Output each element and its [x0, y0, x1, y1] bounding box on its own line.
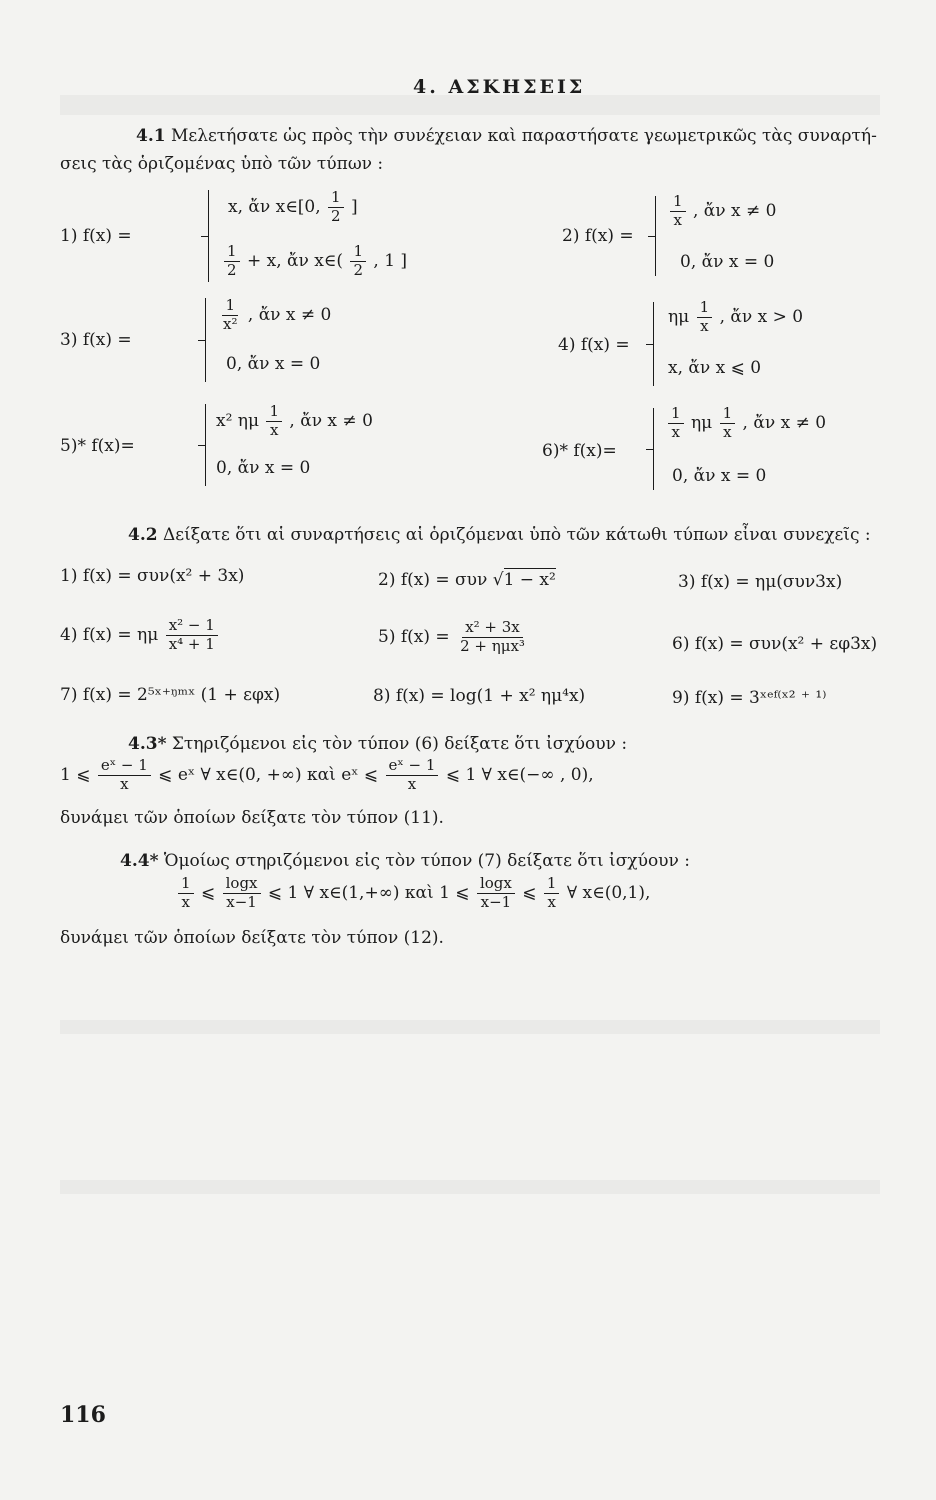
exercise-number: 4.4*	[120, 851, 159, 871]
fraction: $\frac{1}{x}$	[266, 404, 282, 439]
fraction: $\frac{1}{x}$	[178, 876, 194, 911]
fraction: $\frac{1}{x}$	[668, 406, 684, 441]
f6-case1: $\frac{1}{x}$ ημ $\frac{1}{x}$ , ἄν x ≠ 0	[666, 406, 826, 441]
f1-brace	[208, 190, 209, 282]
f2-label: 2) f(x) =	[562, 226, 634, 246]
exercise-text: Δείξατε ὅτι αἱ συναρτήσεις αἱ ὁριζόμεναι ὑπὸ τῶν κάτωθι τύπων εἶναι συνεχεῖς :	[162, 525, 871, 545]
fraction: $\frac{\text{eˣ − 1}}{x}$	[98, 758, 151, 793]
fraction: $\frac{1}{2}$	[328, 190, 344, 225]
exercise-4-3-line	[128, 736, 627, 753]
fraction: $\frac{\text{x² − 1}}{\text{x⁴ + 1}}$	[166, 618, 218, 653]
ex43-tail: δυνάμει τῶν ὁποίων δείξατε τὸν τύπον (11).	[60, 808, 444, 828]
ex42-item-5: 5) f(x) = $\frac{\text{x² + 3x}}{\text{2 + ημx³}}$	[378, 620, 530, 655]
f5-case2: 0, ἄν x = 0	[216, 458, 311, 478]
ex43-inequalities: 1 ⩽ $\frac{\text{eˣ − 1}}{x}$ ⩽ eˣ ∀ x∈(0, +∞) καὶ eˣ ⩽ $\frac{\text{eˣ − 1}}{x}$ ⩽ 1 ∀ x∈(−∞ , 0),	[60, 756, 594, 793]
ex42-item-3: 3) f(x) = ημ(συν3x)	[678, 572, 843, 592]
bleed-through	[60, 1020, 880, 1034]
bleed-through	[60, 95, 880, 115]
exercise-number: 4.3*	[128, 734, 167, 754]
fraction: $\frac{1}{\text{x²}}$	[223, 296, 238, 333]
f1-label: 1) f(x) =	[60, 226, 132, 246]
exercise-4-1-line1	[136, 128, 877, 145]
fraction: $\frac{1}{2}$	[350, 244, 366, 279]
f5-label: 5)* f(x)=	[60, 436, 135, 456]
ex42-item-1: 1) f(x) = συν(x² + 3x)	[60, 566, 245, 586]
exercise-number: 4.1	[136, 126, 166, 146]
section-heading: 4. ΑΣΚΗΣΕΙΣ	[413, 76, 586, 98]
f4-case1: ημ $\frac{1}{x}$ , ἄν x > 0	[668, 298, 804, 335]
exercise-4-1-line2: σεις τὰς ὁριζομένας ὑπὸ τῶν τύπων :	[60, 154, 384, 174]
exercise-4-2-line	[128, 527, 871, 544]
f6-case2: 0, ἄν x = 0	[672, 466, 767, 486]
exercise-text: Ὁμοίως στηριζόμενοι εἰς τὸν τύπον (7) δείξατε ὅτι ἰσχύουν :	[163, 851, 690, 871]
fraction: $\frac{\text{eˣ − 1}}{x}$	[386, 758, 439, 793]
exercise-text: Στηριζόμενοι εἰς τὸν τύπον (6) δείξατε ὅτι ἰσχύουν :	[171, 734, 628, 754]
f5-brace	[205, 404, 206, 486]
f1-case2: $\frac{1}{2}$ + x, ἄν x∈( $\frac{1}{2}$ , 1 ]	[222, 244, 407, 279]
ex42-item-6: 6) f(x) = συν(x² + εφ3x)	[672, 634, 878, 654]
ex42-item-4: 4) f(x) = ημ $\frac{\text{x² − 1}}{\text{x⁴ + 1}}$	[60, 618, 220, 653]
fraction: $\frac{1}{x}$	[670, 194, 686, 229]
ex44-inequalities: $\frac{1}{x}$ ⩽ $\frac{\log x}{x-1}$ ⩽ 1 ∀ x∈(1,+∞) καὶ 1 ⩽ $\frac{\log x}{x-1}$ ⩽ $\frac{1}{x}$ ∀ x∈(0,1),	[176, 876, 650, 911]
fraction: $\frac{1}{x}$	[697, 300, 713, 335]
fraction: $\frac{\text{x² + 3x}}{\text{2 + ημx³}}$	[460, 618, 525, 655]
f3-case2: 0, ἄν x = 0	[226, 354, 321, 374]
ex42-item-9: 9) f(x) = 3ˣᵉᶠ⁽ˣ² ⁺ ¹⁾	[672, 688, 827, 708]
f5-case1: x² ημ $\frac{1}{x}$ , ἄν x ≠ 0	[216, 402, 373, 439]
fraction: $\frac{1}{x}$	[720, 406, 736, 441]
fraction: $\frac{1}{x}$	[544, 876, 560, 911]
f6-label: 6)* f(x)=	[542, 441, 617, 461]
f2-brace	[655, 196, 656, 276]
ex42-item-8: 8) f(x) = log(1 + x² ημ⁴x)	[373, 686, 586, 706]
exercise-4-4-line	[120, 853, 690, 870]
f2-case1: $\frac{1}{x}$ , ἄν x ≠ 0	[668, 194, 776, 229]
f3-label: 3) f(x) =	[60, 330, 132, 350]
f3-case1: $\frac{1}{\text{x²}}$ , ἄν x ≠ 0	[218, 298, 331, 333]
f4-label: 4) f(x) =	[558, 335, 630, 355]
ex44-tail: δυνάμει τῶν ὁποίων δείξατε τὸν τύπον (12).	[60, 928, 444, 948]
bleed-through	[60, 1180, 880, 1194]
fraction: $\frac{\log x}{x-1}$	[477, 876, 515, 911]
fraction: $\frac{\log x}{x-1}$	[223, 876, 261, 911]
f1-case1: x, ἄν x∈[0, $\frac{1}{2}$ ]	[228, 188, 358, 225]
f3-brace	[205, 298, 206, 382]
page-number: 116	[60, 1402, 106, 1428]
ex42-item-7: 7) f(x) = 2⁵ˣ⁺ᵑᵐˣ (1 + εφx)	[60, 685, 281, 705]
ex42-item-2: 2) f(x) = συν √1 − x²	[378, 570, 556, 590]
f4-brace	[653, 302, 654, 386]
f6-brace	[653, 408, 654, 490]
f2-case2: 0, ἄν x = 0	[680, 252, 775, 272]
exercise-text: Μελετήσατε ὡς πρὸς τὴν συνέχειαν καὶ παραστήσατε γεωμετρικῶς τὰς συναρτή-	[170, 126, 877, 146]
exercise-number: 4.2	[128, 525, 158, 545]
f4-case2: x, ἄν x ⩽ 0	[668, 358, 762, 378]
fraction: $\frac{1}{2}$	[224, 244, 240, 279]
